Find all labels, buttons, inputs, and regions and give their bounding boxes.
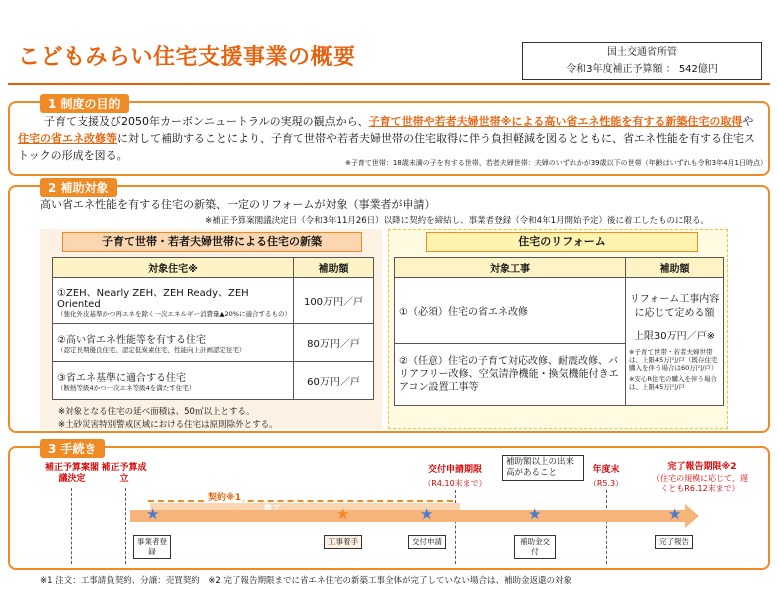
milestone-report: 完了報告期限※2 <box>667 462 737 472</box>
step-registration: 事業者登録 <box>133 535 171 559</box>
step-grant-payment: 補助金交付 <box>514 535 556 559</box>
row-amount: 80万円／戸 <box>294 324 374 362</box>
ministry-label: 国土交通省所管 <box>607 47 677 58</box>
target-intro-note: ※補正予算案閣議決定日（令和3年11月26日）以降に契約を締結し、事業者登録（令和4年1月開始予定）後に着工したものに限る。 <box>205 216 709 226</box>
row-amount: 100万円／戸 <box>294 278 374 324</box>
reform-amount-note-1: ※子育て世帯・若者夫婦世帯は、上限45万円/戸（既存住宅購入を伴う場合は60万円/戸） <box>629 347 718 372</box>
step-application: 交付申請 <box>408 535 446 549</box>
new-build-table <box>52 257 374 400</box>
timeline-arrow-head <box>685 504 699 528</box>
table-row <box>395 278 724 344</box>
reform-table <box>394 257 724 406</box>
new-build-note-2: ※土砂災害特別警戒区域における住宅は原則除外とする。 <box>58 420 278 430</box>
reform-row-optional: ②（任意）住宅の子育て対応改修、耐震改修、バリアフリー改修、空気清浄機能・換気機能付きエアコン設置工事等 <box>395 344 626 406</box>
budget-box <box>522 42 762 80</box>
timeline-divider <box>606 490 607 564</box>
row-amount: 60万円／戸 <box>294 362 374 400</box>
timeline-arrow <box>130 510 685 522</box>
section-procedure-label: 3 手続き <box>40 439 105 458</box>
row-sub: （断熱等級4かつ一次エネ等級4を満たす住宅） <box>57 384 196 392</box>
star-icon: ★ <box>420 505 434 523</box>
step-completion-report: 完了報告 <box>655 535 693 549</box>
milestone-report-date: （住宅の規模に応じて、遅くともR6.12末まで） <box>652 474 748 493</box>
purpose-note: ※子育て世帯：18歳未満の子を有する世帯、若者夫婦世帯：夫婦のいずれかが39歳以下の世帯（年齢はいずれも令和3年4月1日時点） <box>344 159 767 167</box>
reform-row-required: ①（必須）住宅の省エネ改修 <box>395 278 626 344</box>
row-name: ③省エネ基準に適合する住宅 <box>57 373 186 384</box>
timeline-divider <box>455 490 456 564</box>
target-intro: 高い省エネ性能を有する住宅の新築、一定のリフォームが対象（事業者が申請） <box>40 198 436 211</box>
section-purpose-label: 1 制度の目的 <box>40 94 129 113</box>
new-col-target: 対象住宅※ <box>53 258 294 278</box>
row-sub: （強化外皮基準かつ再エネを除く一次エネルギー消費量▲20%に適合するもの） <box>57 309 291 318</box>
new-build-header: 子育て世帯・若者夫婦世帯による住宅の新築 <box>62 232 362 252</box>
reform-col-work: 対象工事 <box>395 258 626 278</box>
reform-amount-2: 上限30万円／戸※ <box>633 330 716 342</box>
row-name: ①ZEH、Nearly ZEH、ZEH Ready、ZEH Oriented <box>57 287 249 310</box>
reform-amount-1: リフォーム工事内容に応じて定める額 <box>629 293 720 319</box>
milestone-deadline: 交付申請期限 <box>427 465 482 475</box>
page-title: こどもみらい住宅支援事業の概要 <box>18 45 356 70</box>
section-target-label: 2 補助対象 <box>40 178 117 197</box>
table-row <box>53 278 374 324</box>
star-icon: ★ <box>146 505 160 523</box>
reform-amount-note-2: ※安心R住宅の購入を伴う場合は、上限45万円/戸 <box>629 374 717 391</box>
row-sub: （認定長期優良住宅、認定低炭素住宅、性能向上計画認定住宅） <box>57 346 246 354</box>
reform-col-amount: 補助額 <box>626 258 724 278</box>
timeline-divider <box>71 488 72 564</box>
budget-amount: 令和3年度補正予算額 ： 542億円 <box>566 64 718 75</box>
completion-callout: 補助額以上の出来高があること <box>502 455 584 481</box>
row-name: ②高い省エネ性能等を有する住宅 <box>57 335 206 346</box>
table-row <box>53 362 374 400</box>
step-construction-start: 工事着手 <box>324 535 362 549</box>
star-icon: ★ <box>528 505 542 523</box>
timeline-divider <box>125 488 126 564</box>
contract-arrow <box>148 500 453 502</box>
new-col-amount: 補助額 <box>294 258 374 278</box>
star-icon: ★ <box>668 505 682 523</box>
title-underline <box>8 83 770 85</box>
milestone-fiscal-end: 年度末 <box>592 465 620 475</box>
footnote: ※1 注文：工事請負契約、分譲：売買契約 ※2 完了報告期限までに省エネ住宅の新築工事全体が完了していない場合は、補助金返還の対象 <box>40 576 572 586</box>
milestone-cabinet: 補正予算案閣議決定 <box>44 463 99 484</box>
milestone-enacted: 補正予算成立 <box>101 463 147 484</box>
new-build-note-1: ※対象となる住宅の延べ面積は、50㎡以上とする。 <box>58 407 255 417</box>
milestone-fiscal-end-date: （R5.3） <box>588 479 624 488</box>
reform-header: 住宅のリフォーム <box>426 232 698 252</box>
table-row <box>53 324 374 362</box>
contract-label: 契約※1 <box>206 490 243 503</box>
purpose-text: 子育て支援及び2050年カーボンニュートラルの実現の観点から、子育て世帯や若者夫婦世帯※による高い省エネ性能を有する新築住宅の取得や住宅の省エネ改修等に対して補助することにより、子育て世帯や若者夫婦世帯の住宅取得に伴う負担軽減を図るとともに、省エネ性能を有する住宅ストックの形成を図る。 <box>18 115 755 162</box>
star-icon: ★ <box>336 505 350 523</box>
milestone-deadline-date: （R4.10末まで） <box>423 479 487 488</box>
